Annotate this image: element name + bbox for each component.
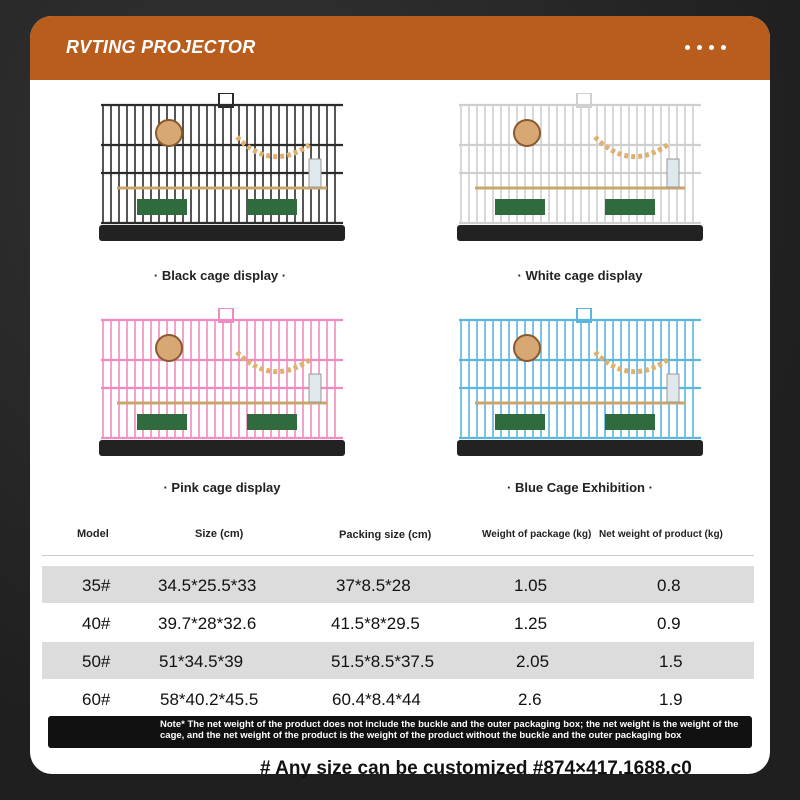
table-row	[42, 680, 754, 717]
white-cage-image	[455, 93, 705, 243]
cell-net-weight: 0.8	[657, 576, 681, 595]
cell-net-weight: 0.9	[657, 614, 681, 633]
weight-note: Note* The net weight of the product does not include the buckle and the outer packaging box; the net weight is the weight of the cage, and the net weight of the product is the weight of the product without the buckle and the outer packaging box	[48, 716, 752, 748]
cell-packing: 51.5*8.5*37.5	[331, 652, 435, 671]
cell-packing: 41.5*8*29.5	[331, 614, 420, 633]
header-model: Model	[77, 528, 109, 540]
header-bar	[30, 16, 770, 80]
cell-package-weight: 2.6	[518, 690, 542, 709]
page-title: RVTING PROJECTOR	[66, 37, 256, 57]
cell-package-weight: 1.25	[514, 614, 548, 633]
cell-size: 34.5*25.5*33	[158, 576, 257, 595]
header-size: Size (cm)	[195, 528, 244, 540]
cell-net-weight: 1.9	[659, 690, 683, 709]
black-cage-image	[97, 93, 347, 243]
header-package-weight: Weight of package (kg)	[482, 529, 592, 540]
cell-packing: 37*8.5*28	[336, 576, 411, 595]
header-packing-size: Packing size (cm)	[339, 529, 432, 541]
table-row	[42, 642, 754, 679]
cell-size: 39.7*28*32.6	[158, 614, 257, 633]
custom-size-text: # Any size can be customized #874×417.1688.c0	[260, 758, 692, 779]
cell-size: 51*34.5*39	[159, 652, 244, 671]
black-cage-caption: · Black cage display ·	[153, 268, 287, 283]
spec-table-header	[42, 520, 754, 556]
blue-cage-image	[455, 308, 705, 458]
table-row	[42, 566, 754, 603]
cell-packing: 60.4*8.4*44	[332, 690, 421, 709]
more-dots-icon	[685, 45, 726, 50]
cell-net-weight: 1.5	[659, 652, 683, 671]
cell-size: 58*40.2*45.5	[160, 690, 259, 709]
white-cage-caption: · White cage display	[517, 268, 643, 283]
table-row	[42, 604, 754, 641]
cell-model: 50#	[82, 652, 111, 671]
cell-model: 35#	[82, 576, 111, 595]
cell-model: 60#	[82, 690, 111, 709]
cell-package-weight: 2.05	[516, 652, 550, 671]
cell-package-weight: 1.05	[514, 576, 548, 595]
header-net-weight: Net weight of product (kg)	[599, 529, 723, 540]
pink-cage-caption: · Pink cage display	[163, 480, 281, 495]
blue-cage-caption: · Blue Cage Exhibition ·	[507, 480, 653, 495]
pink-cage-image	[97, 308, 347, 458]
cell-model: 40#	[82, 614, 111, 633]
